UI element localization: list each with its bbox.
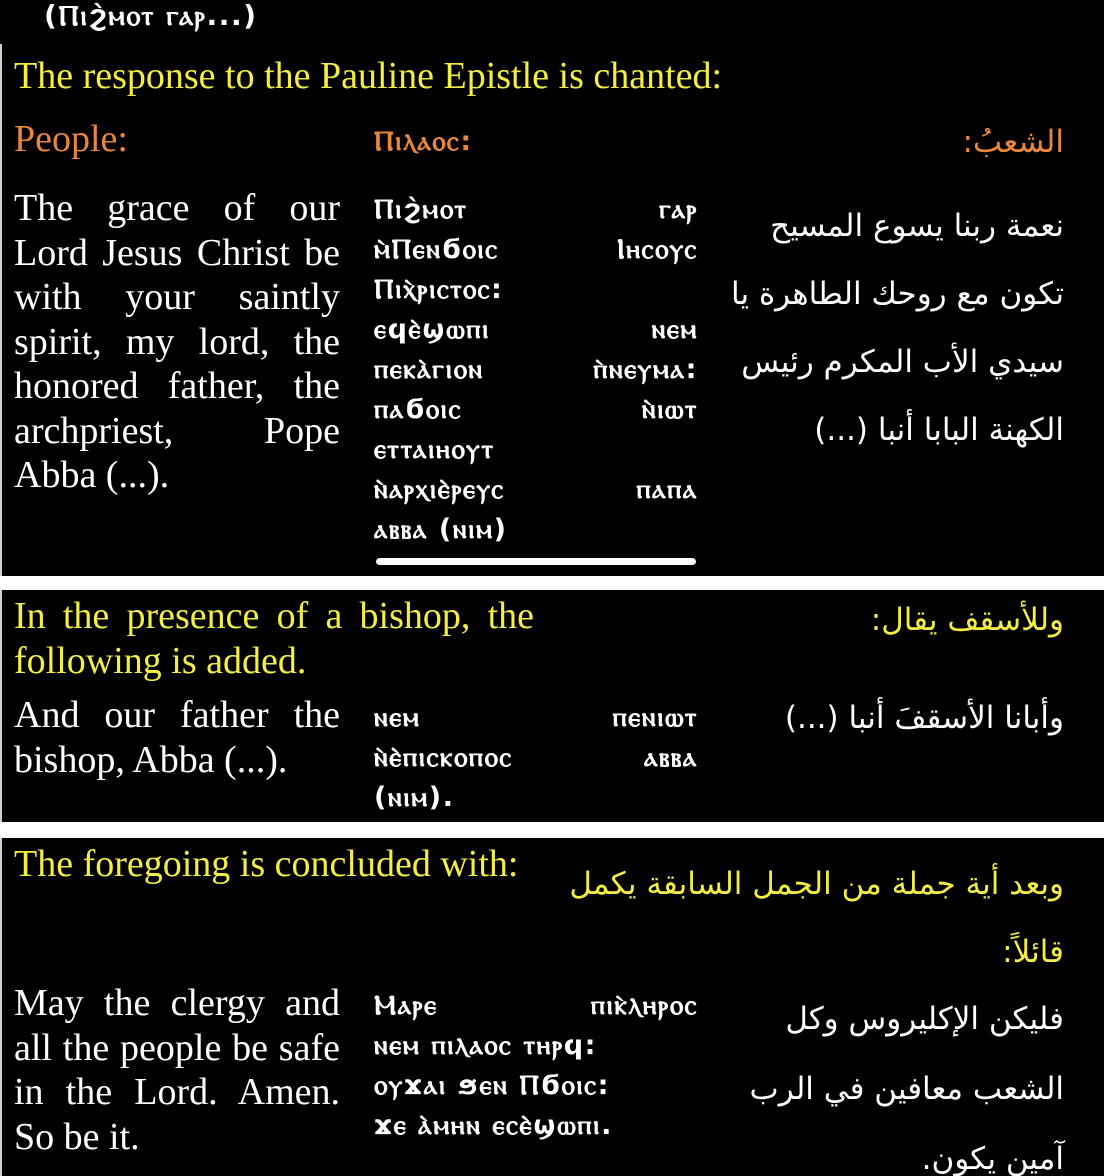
coptic-line	[374, 510, 698, 550]
coptic-word: ⲡ̀ⲛⲉⲩⲙⲁ:	[593, 354, 698, 385]
bishop-section	[0, 590, 1104, 822]
english-text: And our father the bishop, Abba (...).	[14, 694, 340, 781]
coptic-line	[374, 738, 698, 778]
previous-verse-fragment: (Ⲡⲓϩ̀ⲙⲟⲧ ⲅⲁⲣ...)	[44, 0, 258, 32]
coptic-word: ⲡⲉⲛⲓⲱⲧ	[612, 702, 698, 733]
bishop-heading-en: In the presence of a bishop, the following is added.	[14, 595, 534, 682]
coptic-word: ⲡⲓⲕ̀ⲗⲏⲣⲟⲥ	[590, 990, 698, 1021]
response-section	[0, 0, 1104, 576]
coptic-line	[374, 1066, 698, 1106]
coptic-text	[374, 698, 698, 818]
coptic-word: ⲛ̀ⲉ̀ⲡⲓⲥⲕⲟⲡⲟⲥ	[374, 742, 513, 773]
coptic-line	[374, 230, 698, 270]
coptic-line	[374, 390, 698, 430]
coptic-line	[374, 698, 698, 738]
coptic-line	[374, 470, 698, 510]
coptic-word: ⲡⲁϭⲟⲓⲥ	[374, 394, 463, 425]
coptic-word: ⲛⲉⲙ ⲡⲓⲗⲁⲟⲥ ⲧⲏⲣϥ:	[374, 1030, 598, 1061]
people-label-cop: Ⲡⲓⲗⲁⲟⲥ:	[374, 126, 473, 157]
coptic-word: ⲛⲉⲙ	[651, 314, 698, 345]
coptic-word: ⲡⲉⲕⲁ̀ⲅⲓⲟⲛ	[374, 354, 484, 385]
section-rail	[0, 838, 2, 1176]
english-text: The grace of our Lord Jesus Christ be with your saintly spirit, my lord, the honored father, the archpriest, Pope Abba (...).	[14, 187, 340, 496]
coptic-word: ⲉϥⲉ̀ϣⲱⲡⲓ	[374, 314, 491, 345]
arabic-line: الكهنة البابا أنبا (...)	[814, 412, 1064, 448]
people-label-ar: الشعبُ:	[962, 124, 1064, 160]
arabic-line: نعمة ربنا يسوع المسيح	[770, 208, 1064, 244]
arabic-line: قائلاً:	[1002, 934, 1064, 970]
arabic-line: فليكن الإكليروس وكل	[785, 1001, 1064, 1037]
section-rail	[0, 44, 2, 576]
coptic-word: Ⲡⲓϩ̀ⲙⲟⲧ	[374, 194, 468, 225]
arabic-line: آمين يكون.	[921, 1141, 1064, 1176]
coptic-word: Ⲓⲏⲥⲟⲩⲥ	[617, 234, 698, 265]
coptic-word: ⲟⲩϫⲁⲓ ϧⲉⲛ Ⲡϭⲟⲓⲥ:	[374, 1070, 611, 1101]
arabic-text	[724, 984, 1064, 1176]
coptic-text	[374, 190, 698, 550]
section-heading: The response to the Pauline Epistle is chanted:	[14, 55, 723, 97]
people-label-en: People:	[14, 118, 128, 160]
coptic-word: ⲉⲧⲧⲁⲓⲏⲟⲩⲧ	[374, 434, 495, 465]
coptic-word: ϫⲉ ⲁ̀ⲙⲏⲛ ⲉⲥⲉ̀ϣⲱⲡⲓ.	[374, 1110, 613, 1141]
coptic-word: ⲙ̀Ⲡⲉⲛϭⲟⲓⲥ	[374, 234, 499, 265]
coptic-line	[374, 310, 698, 350]
bishop-heading-ar: وللأسقف يقال:	[870, 602, 1064, 638]
conclusion-section	[0, 838, 1104, 1176]
arabic-line: تكون مع روحك الطاهرة يا	[731, 276, 1064, 312]
horizontal-scrollbar[interactable]	[376, 558, 696, 565]
arabic-text	[724, 192, 1064, 464]
arabic-line: الشعب معافين في الرب	[749, 1071, 1064, 1107]
arabic-line: وبعد أية جملة من الجمل السابقة يكمل	[569, 866, 1064, 902]
coptic-word: Ⲙⲁⲣⲉ	[374, 990, 438, 1021]
coptic-word: ⲁⲃⲃⲁ	[644, 742, 698, 773]
arabic-line: سيدي الأب المكرم رئيس	[741, 344, 1064, 380]
coptic-word: ⲁⲃⲃⲁ (ⲛⲓⲙ)	[374, 514, 508, 545]
conclusion-heading-ar	[544, 850, 1064, 986]
coptic-line	[374, 350, 698, 390]
conclusion-heading-en: The foregoing is concluded with:	[14, 843, 519, 885]
section-rail	[0, 590, 2, 822]
coptic-word: ⲛ̀ⲓⲱⲧ	[641, 394, 698, 425]
coptic-line	[374, 986, 698, 1026]
coptic-line	[374, 1106, 698, 1146]
coptic-text	[374, 986, 698, 1146]
coptic-line	[374, 190, 698, 230]
coptic-word: ⲛ̀ⲁⲣⲭⲓⲉ̀ⲣⲉⲩⲥ	[374, 474, 505, 505]
coptic-word: Ⲡⲓⲭ̀ⲣⲓⲥⲧⲟⲥ:	[374, 274, 504, 305]
arabic-text: وأبانا الأسقفَ أنبا (...)	[784, 700, 1064, 736]
coptic-word: (ⲛⲓⲙ).	[374, 782, 455, 813]
coptic-line	[374, 430, 698, 470]
coptic-word: ⲛⲉⲙ	[374, 702, 421, 733]
coptic-line	[374, 270, 698, 310]
coptic-word: ⲅⲁⲣ	[659, 194, 698, 225]
coptic-line	[374, 1026, 698, 1066]
coptic-line	[374, 778, 698, 818]
coptic-word: ⲡⲁⲡⲁ	[636, 474, 698, 505]
english-text: May the clergy and all the people be safe in the Lord. Amen. So be it.	[14, 982, 340, 1158]
